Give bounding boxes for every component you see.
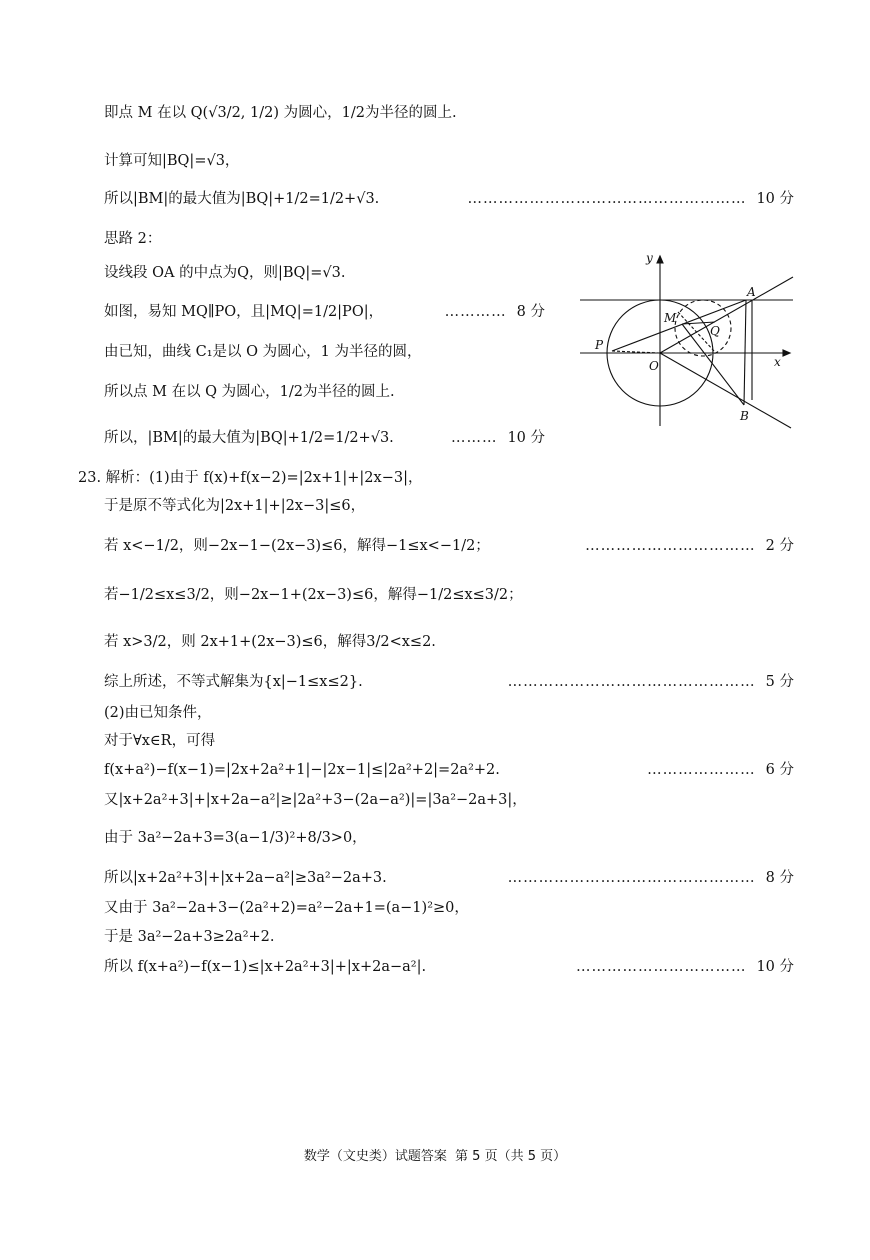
line-circle-center: 即点 M 在以 Q(√3/2, 1/2) 为圆心，1/2为半径的圆上. (104, 105, 457, 121)
x-axis-arrow (783, 350, 790, 356)
line-midpoint: 设线段 OA 的中点为Q，则|BQ|=√3. (104, 265, 346, 281)
y-axis-arrow (657, 256, 663, 263)
line-o-a (660, 277, 793, 353)
line-case-1: 若 x<−1/2，则−2x−1−(2x−3)≤6，解得−1≤x<−1/2； (104, 538, 490, 554)
label-p: P (595, 338, 604, 352)
line-difference: 又由于 3a²−2a+3−(2a²+2)=a²−2a+1=(a−1)²≥0， (104, 900, 469, 916)
footer-subject: 数学（文史类）试题答案 (303, 1149, 447, 1164)
label-a: A (747, 285, 756, 299)
score-5: ………………………………………… 5 分 (507, 674, 794, 690)
score-2: …………………………… 2 分 (585, 538, 794, 554)
line-case-3: 若 x>3/2，则 2x+1+(2x−3)≤6，解得3/2<x≤2. (104, 634, 436, 650)
line-abs-bound: 所以|x+2a²+3|+|x+2a−a²|≥3a²−2a+3. (104, 870, 387, 886)
line-solution-set: 综上所述，不等式解集为{x|−1≤x≤2}. (104, 674, 363, 690)
line-part-2: (2)由已知条件， (104, 705, 212, 721)
line-inequality: 于是原不等式化为|2x+1|+|2x−3|≤6， (104, 498, 366, 514)
line-o-b (660, 353, 791, 428)
label-q: Q (710, 324, 720, 338)
label-o: O (649, 359, 659, 373)
line-hence: 于是 3a²−2a+3≥2a²+2. (104, 929, 275, 945)
label-y: y (646, 251, 653, 265)
line-circle-q: 所以点 M 在以 Q 为圆心，1/2为半径的圆上. (104, 384, 395, 400)
line-max-bm-1: 所以|BM|的最大值为|BQ|+1/2=1/2+√3. (104, 191, 380, 207)
line-abs-sum: 又|x+2a²+3|+|x+2a−a²|≥|2a²+3−(2a−a²)|=|3a²−2a+3|， (104, 792, 527, 808)
line-curve-c1: 由已知，曲线 C₁是以 O 为圆心，1 为半径的圆， (104, 344, 422, 360)
line-f-diff: f(x+a²)−f(x−1)=|2x+2a²+1|−|2x−1|≤|2a²+2|=2a²+2. (104, 762, 500, 778)
score-6: ………………… 6 分 (647, 762, 794, 778)
line-approach-2: 思路 2： (104, 231, 162, 247)
score-10-b: ……… 10 分 (450, 430, 545, 446)
label-b: B (740, 409, 749, 423)
score-8-b: ………………………………………… 8 分 (507, 870, 794, 886)
line-compute-bq: 计算可知|BQ|=√3， (104, 153, 240, 169)
footer-page: 第 5 页（共 5 页） (455, 1149, 567, 1164)
score-10-c: …………………………… 10 分 (575, 959, 794, 975)
line-forall: 对于∀x∈R，可得 (104, 733, 216, 749)
geometry-figure (578, 250, 798, 430)
line-max-bm-2: 所以，|BM|的最大值为|BQ|+1/2=1/2+√3. (104, 430, 394, 446)
line-conclusion: 所以 f(x+a²)−f(x−1)≤|x+2a²+3|+|x+2a−a²|. (104, 959, 427, 975)
score-10-a: ……………………………………………… 10 分 (467, 191, 794, 207)
line-case-2: 若−1/2≤x≤3/2，则−2x−1+(2x−3)≤6，解得−1/2≤x≤3/2； (104, 587, 523, 603)
label-m: M (664, 311, 677, 325)
score-8-a: ………… 8 分 (444, 304, 545, 320)
page-footer (0, 1145, 870, 1164)
line-parallel: 如图，易知 MQ∥PO，且|MQ|=1/2|PO|， (104, 304, 384, 320)
label-x: x (774, 355, 781, 369)
line-positive: 由于 3a²−2a+3=3(a−1/3)²+8/3>0， (104, 830, 367, 846)
line-problem-23: 23. 解析：(1)由于 f(x)+f(x−2)=|2x+1|+|2x−3|， (78, 470, 423, 486)
